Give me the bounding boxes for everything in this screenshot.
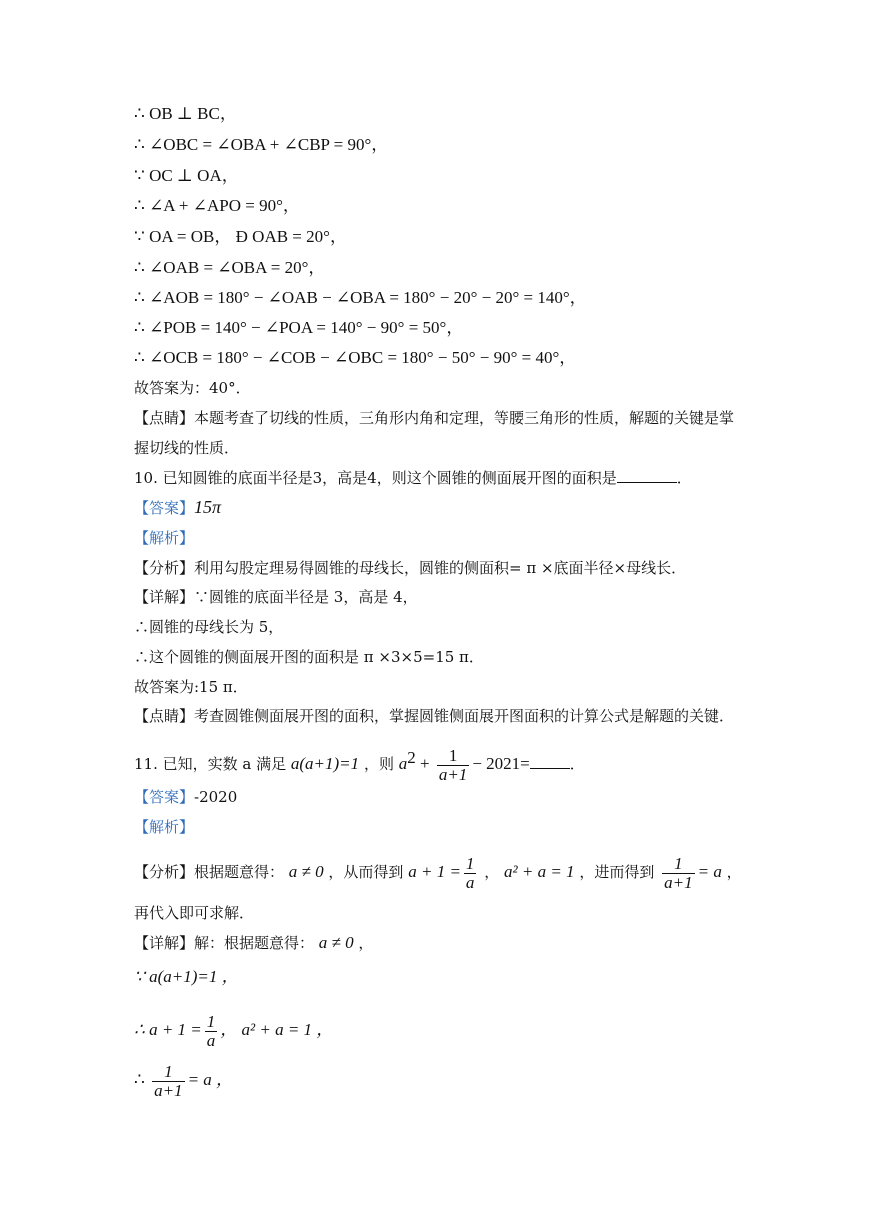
proof-line-5: ∵ OA = OB， Ð OAB = 20°， — [134, 227, 347, 246]
proof-line-2: ∴ ∠OBC = ∠OBA + ∠CBP = 90°， — [134, 135, 389, 154]
detail-q10-step-3: 故答案为:15 π． — [134, 678, 248, 696]
fraction-numerator: 1 — [465, 853, 475, 873]
question-11-a: a — [398, 754, 408, 773]
analysis-label-q11: 【解析】 — [134, 818, 195, 836]
detail-q11 — [134, 933, 373, 953]
analysis-q11-eq1-lhs: a + 1 = — [408, 862, 461, 881]
fraction-denominator: a+1 — [664, 872, 693, 892]
detail-q11-step-2-fraction — [205, 1013, 218, 1050]
answer-label-q11: 【答案】 — [134, 788, 195, 806]
detail-q11-label: 【详解】解：根据题意得： — [134, 934, 315, 952]
question-10-end: ． — [676, 469, 692, 487]
comment-line-q9-b: 握切线的性质． — [134, 439, 240, 457]
answer-q10 — [134, 497, 221, 518]
analysis-q11-text-1: ，从而得到 — [328, 863, 404, 881]
answer-line-q9: 故答案为：40°． — [134, 379, 251, 397]
fraction-numerator: 1 — [674, 853, 683, 873]
question-11-condition: a(a+1)=1 — [290, 754, 360, 773]
detail-q10-step-2: ∴这个圆锥的侧面展开图的面积是 π ×3×5=15 π． — [134, 648, 484, 666]
detail-q11-step-2-tail: ， a² + a = 1 ， — [220, 1020, 334, 1039]
answer-blank-q11 — [530, 754, 570, 769]
analysis-q11-eq3-fraction — [662, 855, 694, 892]
detail-q11-step-3-prefix: ∴ — [134, 1070, 145, 1089]
analysis-q11-eq1-fraction — [464, 855, 477, 892]
detail-q11-step-2 — [134, 1010, 333, 1050]
question-11-then: ，则 — [363, 755, 394, 773]
detail-q10: 【详解】∵圆锥的底面半径是 3，高是 4， — [134, 588, 418, 606]
detail-q11-step-1: ∵ a(a+1)=1 ， — [134, 967, 239, 986]
detail-q11-step-3-fraction — [152, 1063, 184, 1100]
proof-line-8: ∴ ∠POB = 140° − ∠POA = 140° − 90° = 50°， — [134, 318, 464, 337]
proof-line-4: ∴ ∠A + ∠APO = 90°， — [134, 196, 300, 215]
proof-line-6: ∴ ∠OAB = ∠OBA = 20°， — [134, 258, 326, 277]
answer-value-q10: 15π — [194, 497, 222, 517]
analysis-q11-text-4: ， — [726, 863, 742, 881]
detail-q11-comma: ， — [358, 934, 374, 952]
analysis-q11-eq3-rhs: = a — [697, 862, 722, 881]
analysis-q11-nonzero: a ≠ 0 — [288, 862, 324, 881]
fraction-denominator: a — [206, 1030, 216, 1050]
comment-q10: 【点睛】考查圆锥侧面展开图的面积，掌握圆锥侧面展开图面积的计算公式是解题的关键． — [134, 707, 735, 725]
question-11-tail: − 2021= — [472, 754, 530, 773]
proof-line-7: ∴ ∠AOB = 180° − ∠OAB − ∠OBA = 180° − 20° − 20° = 140°， — [134, 288, 587, 307]
answer-label-q10: 【答案】 — [134, 499, 195, 517]
answer-blank-q10 — [617, 468, 677, 483]
analysis-q11-continued: 再代入即可求解． — [134, 904, 255, 922]
question-11-end: ． — [569, 755, 585, 773]
question-10-text: 10. 已知圆锥的底面半径是3，高是4，则这个圆锥的侧面展开图的面积是 — [134, 469, 617, 487]
question-10 — [134, 468, 692, 488]
detail-q11-step-2-lhs: ∴ a + 1 = — [134, 1020, 202, 1039]
question-11: 11. 已知，实数 a 满足 a(a+1)=1 ，则 $a^2$ + $\frac{1}{a+1}$ − 2021= ． — [134, 745, 585, 784]
comment-line-q9-a: 【点睛】本题考查了切线的性质，三角形内角和定理，等腰三角形的性质，解题的关键是掌 — [134, 409, 735, 427]
question-11-square: 2 — [407, 748, 416, 767]
proof-line-9: ∴ ∠OCB = 180° − ∠COB − ∠OBC = 180° − 50° − 90° = 40°， — [134, 348, 577, 367]
detail-q11-nonzero: a ≠ 0 — [318, 933, 354, 952]
detail-q11-step-3-tail: = a ， — [187, 1070, 234, 1089]
analysis-q10: 【分析】利用勾股定理易得圆锥的母线长，圆锥的侧面积= π ×底面半径×母线长． — [134, 559, 687, 577]
proof-line-1: ∴ OB ⊥ BC， — [134, 104, 237, 123]
analysis-label-q10: 【解析】 — [134, 529, 195, 547]
analysis-q11-text-3: ，进而得到 — [579, 863, 655, 881]
detail-q10-step-1: ∴圆锥的母线长为 5， — [134, 618, 284, 636]
analysis-q11-eq2: a² + a = 1 — [504, 862, 575, 881]
answer-value-q11: -2020 — [194, 788, 238, 806]
fraction-numerator: 1 — [448, 745, 458, 765]
fraction-denominator: a — [465, 872, 475, 892]
question-11-fraction — [437, 747, 469, 784]
analysis-q11-label: 【分析】根据题意得： — [134, 863, 285, 881]
fraction-numerator: 1 — [206, 1011, 216, 1031]
detail-q11-step-3 — [134, 1060, 233, 1100]
fraction-denominator: a+1 — [438, 764, 468, 784]
analysis-q11 — [134, 852, 742, 892]
fraction-numerator: 1 — [164, 1061, 173, 1081]
analysis-q11-text-2: ， — [484, 863, 500, 881]
question-11-text: 11. 已知，实数 a 满足 — [134, 755, 287, 773]
answer-q11 — [134, 787, 237, 807]
proof-line-3: ∵ OC ⊥ OA， — [134, 166, 239, 185]
fraction-denominator: a+1 — [154, 1080, 183, 1100]
